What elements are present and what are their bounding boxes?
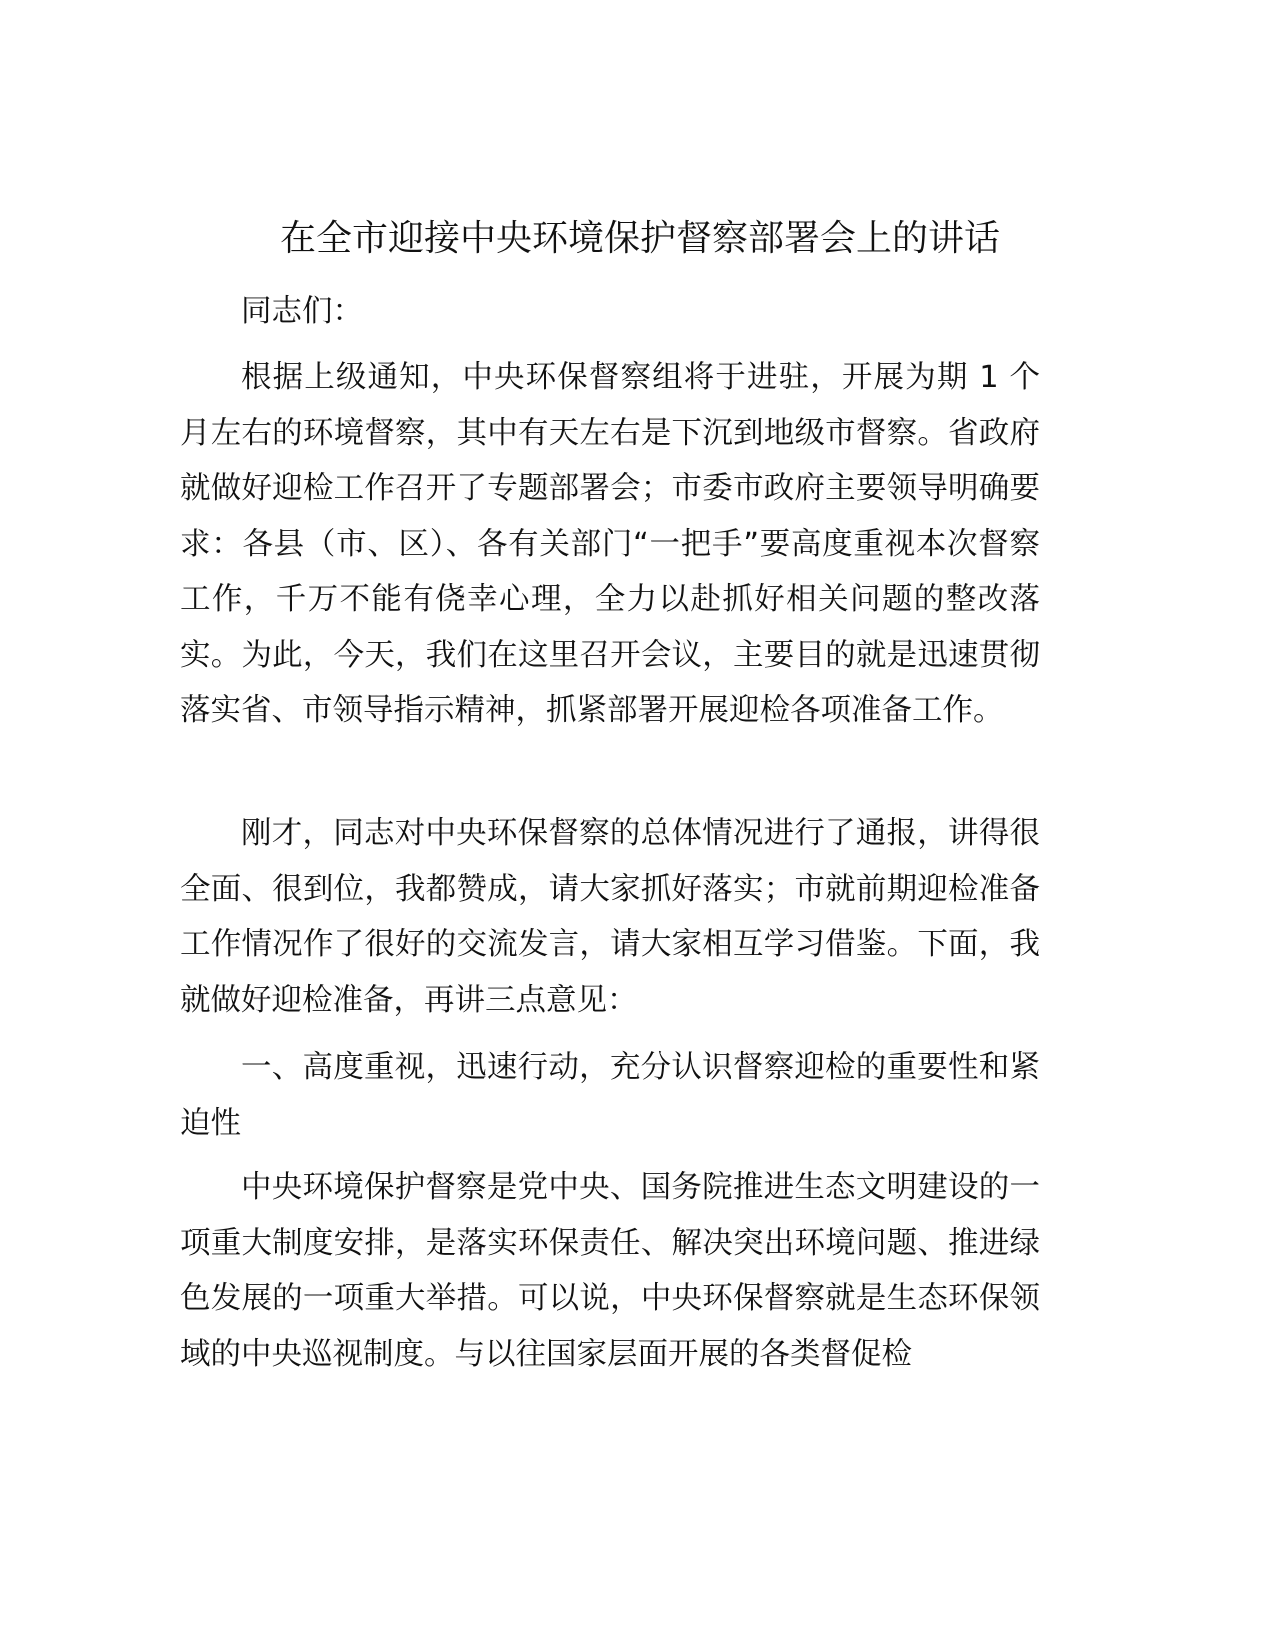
paragraph-3: 中央环境保护督察是党中央、国务院推进生态文明建设的一项重大制度安排，是落实环保责任、解决突出环境问题、推进绿色发展的一项重大举措。可以说，中央环保督察就是生态环保领域的中央巡视制度。与以往国家层面开展的各类督促检 (180, 1170, 1040, 1372)
document-title: 在全市迎接中央环境保护督察部署会上的讲话 (279, 218, 1000, 259)
paragraph-2: 刚才，同志对中央环保督察的总体情况进行了通报，讲得很全面、很到位，我都赞成，请大家抓好落实；市就前期迎检准备工作情况作了很好的交流发言，请大家相互学习借鉴。下面，我就做好迎检准备，再讲三点意见： (180, 816, 1040, 1018)
section-heading-1: 一、高度重视，迅速行动，充分认识督察迎检的重要性和紧迫性 (180, 1050, 1040, 1141)
paragraph-1: 根据上级通知，中央环保督察组将于进驻，开展为期 1 个月左右的环境督察，其中有天左右是下沉到地级市督察。省政府就做好迎检工作召开了专题部署会；市委市政府主要领导明确要求：各县（市、区）、各有关部门“一把手”要高度重视本次督察工作，千万不能有侥幸心理，全力以赴抓好相关问题的整改落实。为此，今天，我们在这里召开会议，主要目的就是迅速贯彻落实省、市领导指示精神，抓紧部署开展迎检各项准备工作。 (180, 360, 1040, 728)
salutation: 同志们： (241, 294, 363, 329)
